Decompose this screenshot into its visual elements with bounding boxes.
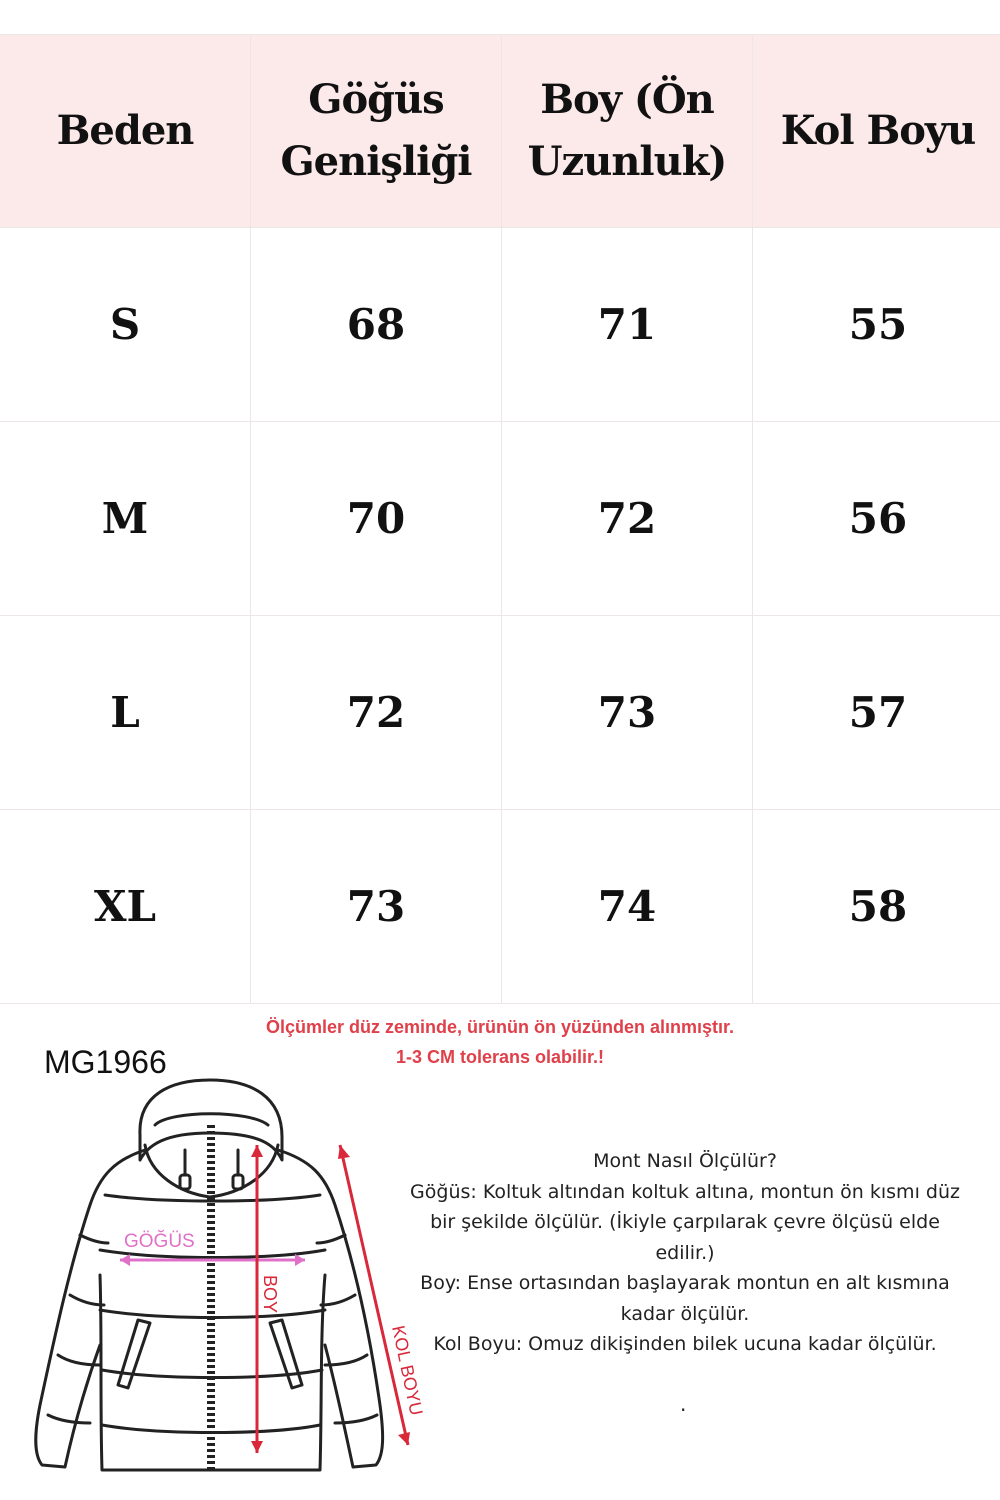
jacket-diagram	[20, 1075, 440, 1490]
header-size: Beden	[0, 35, 251, 228]
length-cell: 72	[502, 422, 753, 616]
tolerance-note: 1-3 CM tolerans olabilir.!	[395, 1047, 605, 1067]
chest-cell: 70	[251, 422, 502, 616]
size-cell: XL	[0, 810, 251, 1004]
table-header-row	[0, 35, 1000, 228]
header-sleeve: Kol Boyu	[753, 35, 1000, 228]
chest-label: GÖĞÜS	[124, 1231, 195, 1252]
length-cell: 74	[502, 810, 753, 1004]
size-cell: L	[0, 616, 251, 810]
instructions-length: Boy: Ense ortasından başlayarak montun en alt kısmına kadar ölçülür.	[420, 1272, 950, 1325]
header-length: Boy (Ön Uzunluk)	[502, 35, 753, 228]
table-row	[0, 422, 1000, 616]
sleeve-cell: 55	[753, 228, 1000, 422]
length-cell: 71	[502, 228, 753, 422]
sleeve-cell: 57	[753, 616, 1000, 810]
length-label: BOY	[260, 1275, 280, 1314]
instructions-sleeve: Kol Boyu: Omuz dikişinden bilek ucuna kadar ölçülür.	[433, 1333, 937, 1355]
header-chest: Göğüs Genişliği	[251, 35, 502, 228]
length-cell: 73	[502, 616, 753, 810]
length-measure	[251, 1145, 280, 1453]
trailing-dot: .	[680, 1392, 687, 1416]
size-cell: M	[0, 422, 251, 616]
measuring-instructions	[405, 1146, 965, 1360]
model-code: MG1966	[44, 1044, 167, 1080]
sleeve-label: KOL BOYU	[388, 1323, 427, 1418]
sleeve-cell: 56	[753, 422, 1000, 616]
instructions-chest: Göğüs: Koltuk altından koltuk altına, montun ön kısmı düz bir şekilde ölçülür. (İkiyle çarpılarak çevre ölçüsü elde edilir.)	[410, 1180, 960, 1264]
table-row	[0, 228, 1000, 422]
sleeve-cell: 58	[753, 810, 1000, 1004]
chest-cell: 72	[251, 616, 502, 810]
chest-cell: 68	[251, 228, 502, 422]
table-row	[0, 810, 1000, 1004]
chest-cell: 73	[251, 810, 502, 1004]
measurement-note: Ölçümler düz zeminde, ürünün ön yüzünden alınmıştır.	[265, 1017, 735, 1037]
size-table	[0, 34, 1000, 1004]
size-cell: S	[0, 228, 251, 422]
table-row	[0, 616, 1000, 810]
instructions-title: Mont Nasıl Ölçülür?	[593, 1150, 777, 1172]
